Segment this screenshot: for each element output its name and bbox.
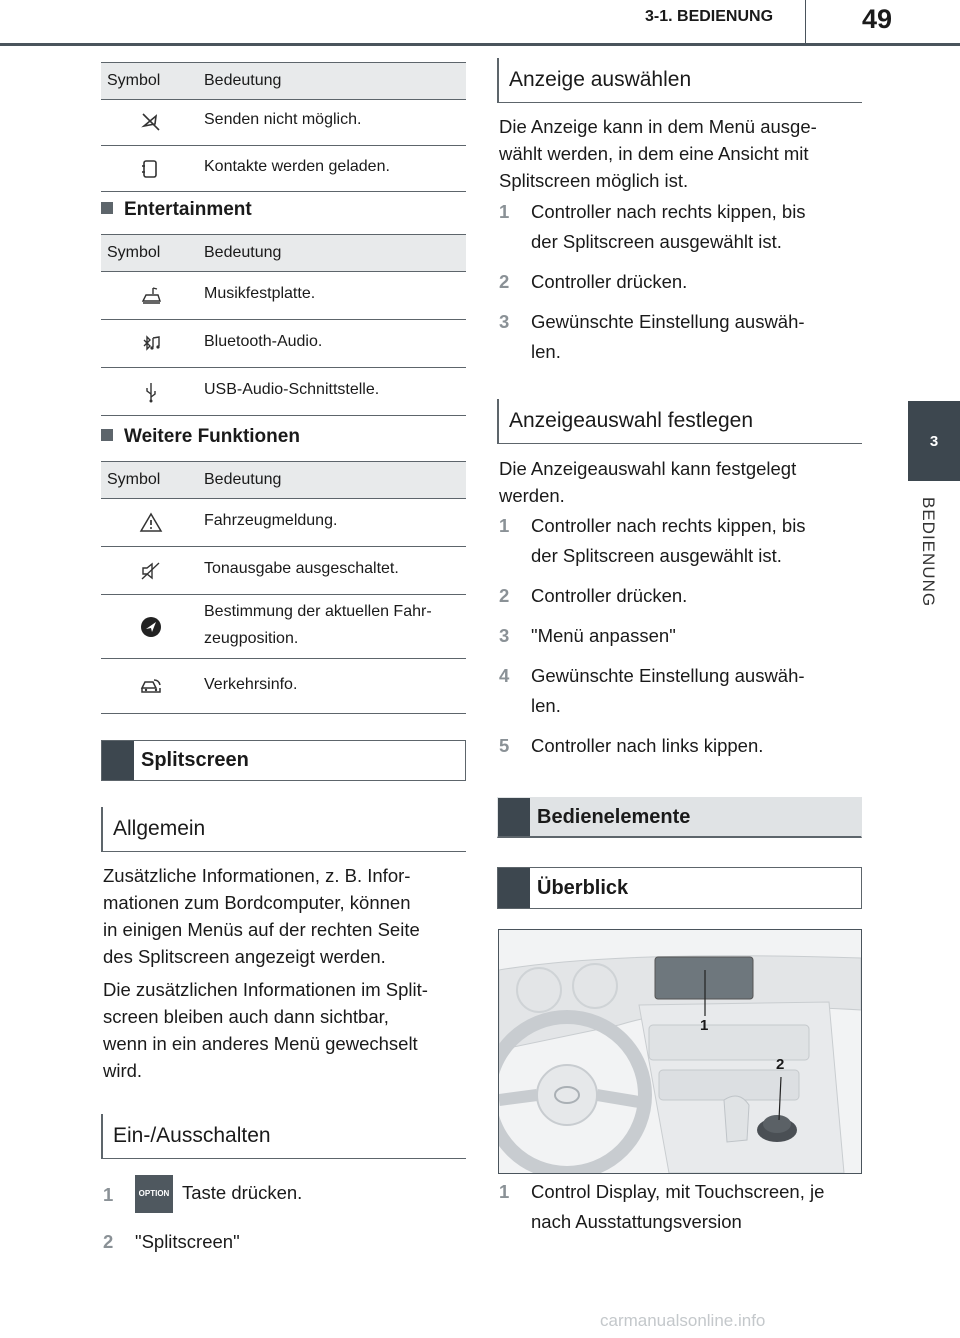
step-number: 3 (499, 625, 510, 646)
table-header (101, 461, 466, 499)
step-number: 1 (499, 201, 510, 222)
subheading-entertainment (101, 199, 252, 221)
music-harddisk-icon (139, 284, 163, 308)
subheading-text: Entertainment (124, 199, 252, 220)
subsection-anzeige-auswaehlen (497, 58, 862, 103)
step-text: Gewünschte Einstellung auswäh- (531, 311, 805, 332)
step-number: 2 (499, 271, 510, 292)
table-header (101, 62, 466, 100)
table-cell-meaning: Kontakte werden geladen. (204, 158, 390, 175)
speaker-muted-icon (139, 559, 163, 583)
table-cell-meaning: Verkehrsinfo. (204, 676, 298, 693)
option-button-icon: OPTION (135, 1175, 173, 1213)
contacts-loading-icon (139, 157, 163, 181)
section-bar (498, 868, 530, 908)
paragraph-allgemein-2 (103, 976, 463, 1084)
subsection-title: Anzeigeauswahl festlegen (509, 409, 754, 432)
section-ueberblick (497, 867, 862, 909)
subsection-title: Anzeige auswählen (509, 68, 692, 91)
step-3 (499, 621, 859, 651)
usb-icon (139, 380, 163, 404)
legend-number: 1 (499, 1181, 510, 1202)
watermark-footer: carmanualsonline.info (600, 1311, 766, 1330)
text-line: werden. (499, 485, 565, 506)
page-number: 49 (862, 4, 893, 34)
column-symbol: Symbol (107, 72, 161, 89)
navigation-arrow-icon (139, 615, 163, 639)
warning-triangle-icon (139, 511, 163, 535)
step-2 (103, 1227, 463, 1257)
column-symbol: Symbol (107, 244, 161, 261)
cockpit-illustration (499, 930, 861, 1173)
header-separator (805, 0, 806, 43)
step-number: 5 (499, 735, 510, 756)
step-text: der Splitscreen ausgewählt ist. (531, 231, 782, 252)
paragraph-anzeigeauswahl-festlegen (499, 455, 859, 509)
table-cell-meaning: Tonausgabe ausgeschaltet. (204, 560, 399, 577)
text-line: Splitscreen möglich ist. (499, 170, 689, 191)
table-cell-meaning: Senden nicht möglich. (204, 111, 362, 128)
column-meaning: Bedeutung (204, 72, 282, 89)
table-row (101, 320, 466, 368)
section-title: Bedienelemente (537, 805, 691, 828)
step-number: 1 (499, 515, 510, 536)
heading-bullet (101, 429, 113, 441)
column-symbol: Symbol (107, 471, 161, 488)
table-row (101, 499, 466, 547)
text-line: screen bleiben auch dann sichtbar, (103, 1006, 389, 1027)
subsection-allgemein (101, 807, 466, 852)
subsection-title: Ein-/Ausschalten (113, 1124, 271, 1147)
table-cell-meaning (204, 598, 462, 652)
step-1 (103, 1175, 463, 1215)
chapter-tab-label: BEDIENUNG (919, 497, 938, 608)
step-number: 1 (103, 1184, 114, 1205)
table-cell-meaning: Musikfestplatte. (204, 285, 316, 302)
step-text: Controller drücken. (531, 271, 688, 292)
table-row (101, 659, 466, 714)
step-2 (499, 267, 859, 297)
step-text: "Menü anpassen" (531, 625, 676, 646)
cockpit-figure (498, 929, 862, 1174)
legend-item-1 (499, 1177, 859, 1237)
control-display-shape (655, 957, 753, 999)
step-text: Controller nach links kippen. (531, 735, 764, 756)
text-line: Zusätzliche Informationen, z. B. Infor- (103, 865, 411, 886)
column-meaning: Bedeutung (204, 244, 282, 261)
step-3 (499, 307, 859, 367)
step-1 (499, 511, 859, 571)
table-row (101, 272, 466, 320)
step-text: "Splitscreen" (135, 1231, 240, 1252)
step-1 (499, 197, 859, 257)
table-entertainment (101, 234, 466, 416)
subheading-weitere-funktionen (101, 426, 300, 448)
text-line: Die Anzeigeauswahl kann festgelegt (499, 458, 797, 479)
table-header (101, 234, 466, 272)
text-line: Die zusätzlichen Informationen im Split- (103, 979, 428, 1000)
step-5 (499, 731, 859, 761)
step-number: 4 (499, 665, 510, 686)
legend-text: Control Display, mit Touchscreen, je (531, 1181, 825, 1202)
step-2 (499, 581, 859, 611)
step-number: 2 (103, 1231, 114, 1252)
running-header-title: 3-1. BEDIENUNG (645, 8, 774, 25)
step-label: Taste drücken. (182, 1181, 303, 1203)
step-text: Controller drücken. (531, 585, 688, 606)
step-number: 2 (499, 585, 510, 606)
send-disabled-icon (139, 110, 163, 134)
table-cell-meaning: USB-Audio-Schnittstelle. (204, 381, 380, 398)
traffic-info-icon (139, 674, 163, 698)
step-text: len. (531, 341, 561, 362)
text-line: des Splitscreen angezeigt werden. (103, 946, 386, 967)
step-number: 3 (499, 311, 510, 332)
text-line: wenn in ein anderes Menü gewechselt (103, 1033, 418, 1054)
bluetooth-audio-icon (139, 332, 163, 356)
text-line: mationen zum Bordcomputer, können (103, 892, 411, 913)
step-text: der Splitscreen ausgewählt ist. (531, 545, 782, 566)
text-line: in einigen Menüs auf der rechten Seite (103, 919, 420, 940)
callout-1: 1 (700, 1017, 709, 1034)
header-rule (0, 43, 960, 46)
text-line: wird. (103, 1060, 143, 1081)
paragraph-allgemein-1 (103, 862, 463, 970)
column-meaning: Bedeutung (204, 471, 282, 488)
section-bar (498, 798, 530, 836)
heading-bullet (101, 202, 113, 214)
table-cell-meaning: Fahrzeugmeldung. (204, 512, 338, 529)
subsection-title: Allgemein (113, 817, 206, 840)
cell-line: zeugposition. (204, 630, 299, 647)
table-row (101, 368, 466, 416)
cell-line: Bestimmung der aktuellen Fahr- (204, 603, 432, 620)
legend-text: nach Ausstattungsversion (531, 1211, 742, 1232)
section-title: Splitscreen (141, 749, 249, 771)
callout-2: 2 (776, 1056, 785, 1073)
step-text: len. (531, 695, 561, 716)
table-cell-meaning: Bluetooth-Audio. (204, 333, 323, 350)
step-text: Controller nach rechts kippen, bis (531, 201, 806, 222)
subheading-text: Weitere Funktionen (124, 426, 300, 447)
text-line: Die Anzeige kann in dem Menü ausge- (499, 116, 817, 137)
section-bar (102, 741, 134, 780)
table-row (101, 547, 466, 595)
table-row (101, 146, 466, 192)
subsection-anzeigeauswahl-festlegen (497, 399, 862, 444)
paragraph-anzeige-auswaehlen (499, 113, 859, 194)
chapter-tab-number: 3 (908, 401, 960, 481)
section-bedienelemente (497, 797, 862, 838)
table-row (101, 595, 466, 659)
step-text: Gewünschte Einstellung auswäh- (531, 665, 805, 686)
step-text (135, 1175, 302, 1213)
section-title: Überblick (537, 876, 629, 899)
table-weitere-funktionen (101, 461, 466, 714)
step-text: Controller nach rechts kippen, bis (531, 515, 806, 536)
table-communication (101, 62, 466, 192)
table-row (101, 100, 466, 146)
text-line: wählt werden, in dem eine Ansicht mit (499, 143, 809, 164)
subsection-ein-ausschalten (101, 1114, 466, 1159)
section-splitscreen (101, 740, 466, 781)
step-4 (499, 661, 859, 721)
